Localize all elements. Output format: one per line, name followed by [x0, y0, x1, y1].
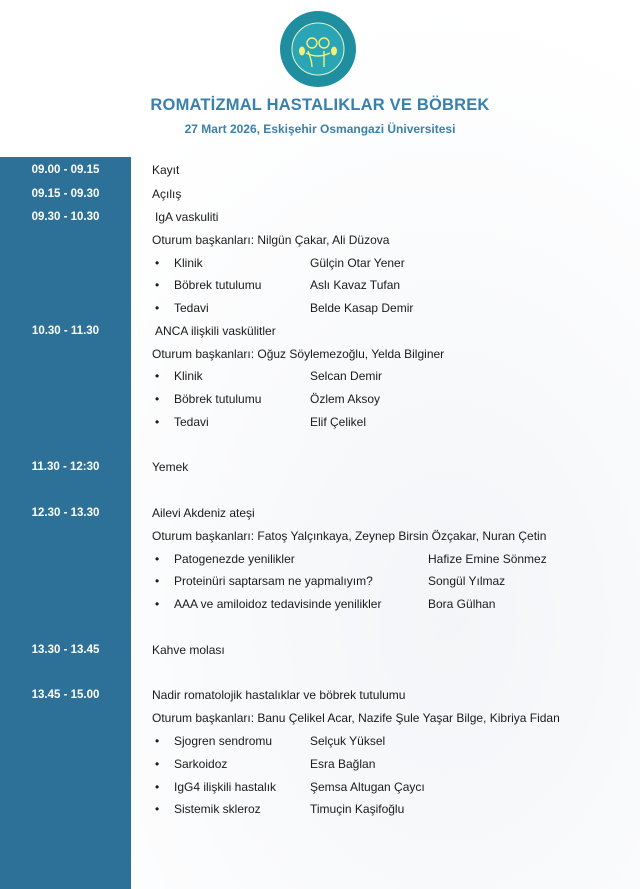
time-slot: 12.30 - 13.30 — [31, 507, 100, 519]
talk-topic: Sistemik skleroz — [174, 802, 261, 816]
talk-speaker: Gülçin Otar Yener — [310, 256, 405, 270]
list-bullet: • — [155, 369, 160, 383]
talk-speaker: Hafize Emine Sönmez — [428, 552, 547, 566]
talk-topic: Tedavi — [174, 301, 209, 315]
time-slot: 09.15 - 09.30 — [31, 188, 100, 200]
time-slot: 09.30 - 10.30 — [31, 211, 100, 223]
time-slot: 10.30 - 11.30 — [31, 325, 100, 337]
talk-topic: Sarkoidoz — [174, 757, 228, 771]
talk-speaker: Esra Bağlan — [310, 757, 376, 771]
session-chairs: Oturum başkanları: Fatoş Yalçınkaya, Zeynep Birsin Özçakar, Nuran Çetin — [152, 529, 547, 543]
program-item: Yemek — [152, 460, 189, 474]
program-item: Açılış — [152, 187, 182, 201]
session-chairs: Oturum başkanları: Banu Çelikel Acar, Nazife Şule Yaşar Bilge, Kibriya Fidan — [152, 711, 560, 725]
talk-speaker: Bora Gülhan — [428, 597, 496, 611]
time-slot: 13.30 - 13.45 — [31, 644, 100, 656]
session-chairs: Oturum başkanları: Oğuz Söylemezoğlu, Yelda Bilginer — [152, 347, 445, 361]
time-slot: 09.00 - 09.15 — [31, 164, 100, 176]
talk-speaker: Selcan Demir — [310, 369, 383, 383]
list-bullet: • — [155, 392, 160, 406]
session-chairs: Oturum başkanları: Nilgün Çakar, Ali Düzova — [152, 233, 390, 247]
talk-speaker: Timuçin Kaşifoğlu — [310, 802, 405, 816]
list-bullet: • — [155, 278, 160, 292]
session-title: Nadir romatolojik hastalıklar ve böbrek tutulumu — [152, 688, 406, 702]
talk-topic: IgG4 ilişkili hastalık — [174, 780, 277, 794]
talk-speaker: Belde Kasap Demir — [310, 301, 414, 315]
list-bullet: • — [155, 757, 160, 771]
talk-topic: Böbrek tutulumu — [174, 392, 262, 406]
list-bullet: • — [155, 597, 160, 611]
list-bullet: • — [155, 780, 160, 794]
session-title: IgA vaskuliti — [155, 210, 219, 224]
time-slot: 13.45 - 15.00 — [31, 689, 100, 701]
list-bullet: • — [155, 301, 160, 315]
list-bullet: • — [155, 415, 160, 429]
list-bullet: • — [155, 802, 160, 816]
program-item: Kayıt — [152, 163, 180, 177]
session-title: Ailevi Akdeniz ateşi — [152, 506, 255, 520]
talk-topic: Patogenezde yenilikler — [174, 552, 295, 566]
page-title: ROMATİZMAL HASTALIKLAR VE BÖBREK — [150, 96, 490, 114]
talk-speaker: Aslı Kavaz Tufan — [310, 278, 401, 292]
session-title: ANCA ilişkili vaskülitler — [155, 324, 276, 338]
program-item: Kahve molası — [152, 643, 225, 657]
list-bullet: • — [155, 256, 160, 270]
talk-topic: Klinik — [174, 369, 203, 383]
talk-topic: Proteinüri saptarsam ne yapmalıyım? — [174, 574, 373, 588]
page-subtitle: 27 Mart 2026, Eskişehir Osmangazi Üniversitesi — [184, 122, 456, 136]
talk-topic: Klinik — [174, 256, 203, 270]
time-slot: 11.30 - 12:30 — [31, 461, 100, 473]
talk-speaker: Selçuk Yüksel — [310, 734, 386, 748]
time-sidebar — [0, 157, 131, 889]
talk-topic: Tedavi — [174, 415, 209, 429]
logo-emblem-icon — [280, 11, 356, 87]
society-logo — [280, 11, 356, 87]
talk-topic: AAA ve amiloidoz tedavisinde yenilikler — [174, 597, 382, 611]
list-bullet: • — [155, 574, 160, 588]
talk-speaker: Songül Yılmaz — [428, 574, 506, 588]
talk-topic: Böbrek tutulumu — [174, 278, 262, 292]
list-bullet: • — [155, 734, 160, 748]
list-bullet: • — [155, 552, 160, 566]
talk-speaker: Özlem Aksoy — [310, 392, 381, 406]
talk-speaker: Şemsa Altugan Çaycı — [310, 780, 425, 794]
talk-topic: Sjogren sendromu — [174, 734, 273, 748]
talk-speaker: Elif Çelikel — [310, 415, 367, 429]
